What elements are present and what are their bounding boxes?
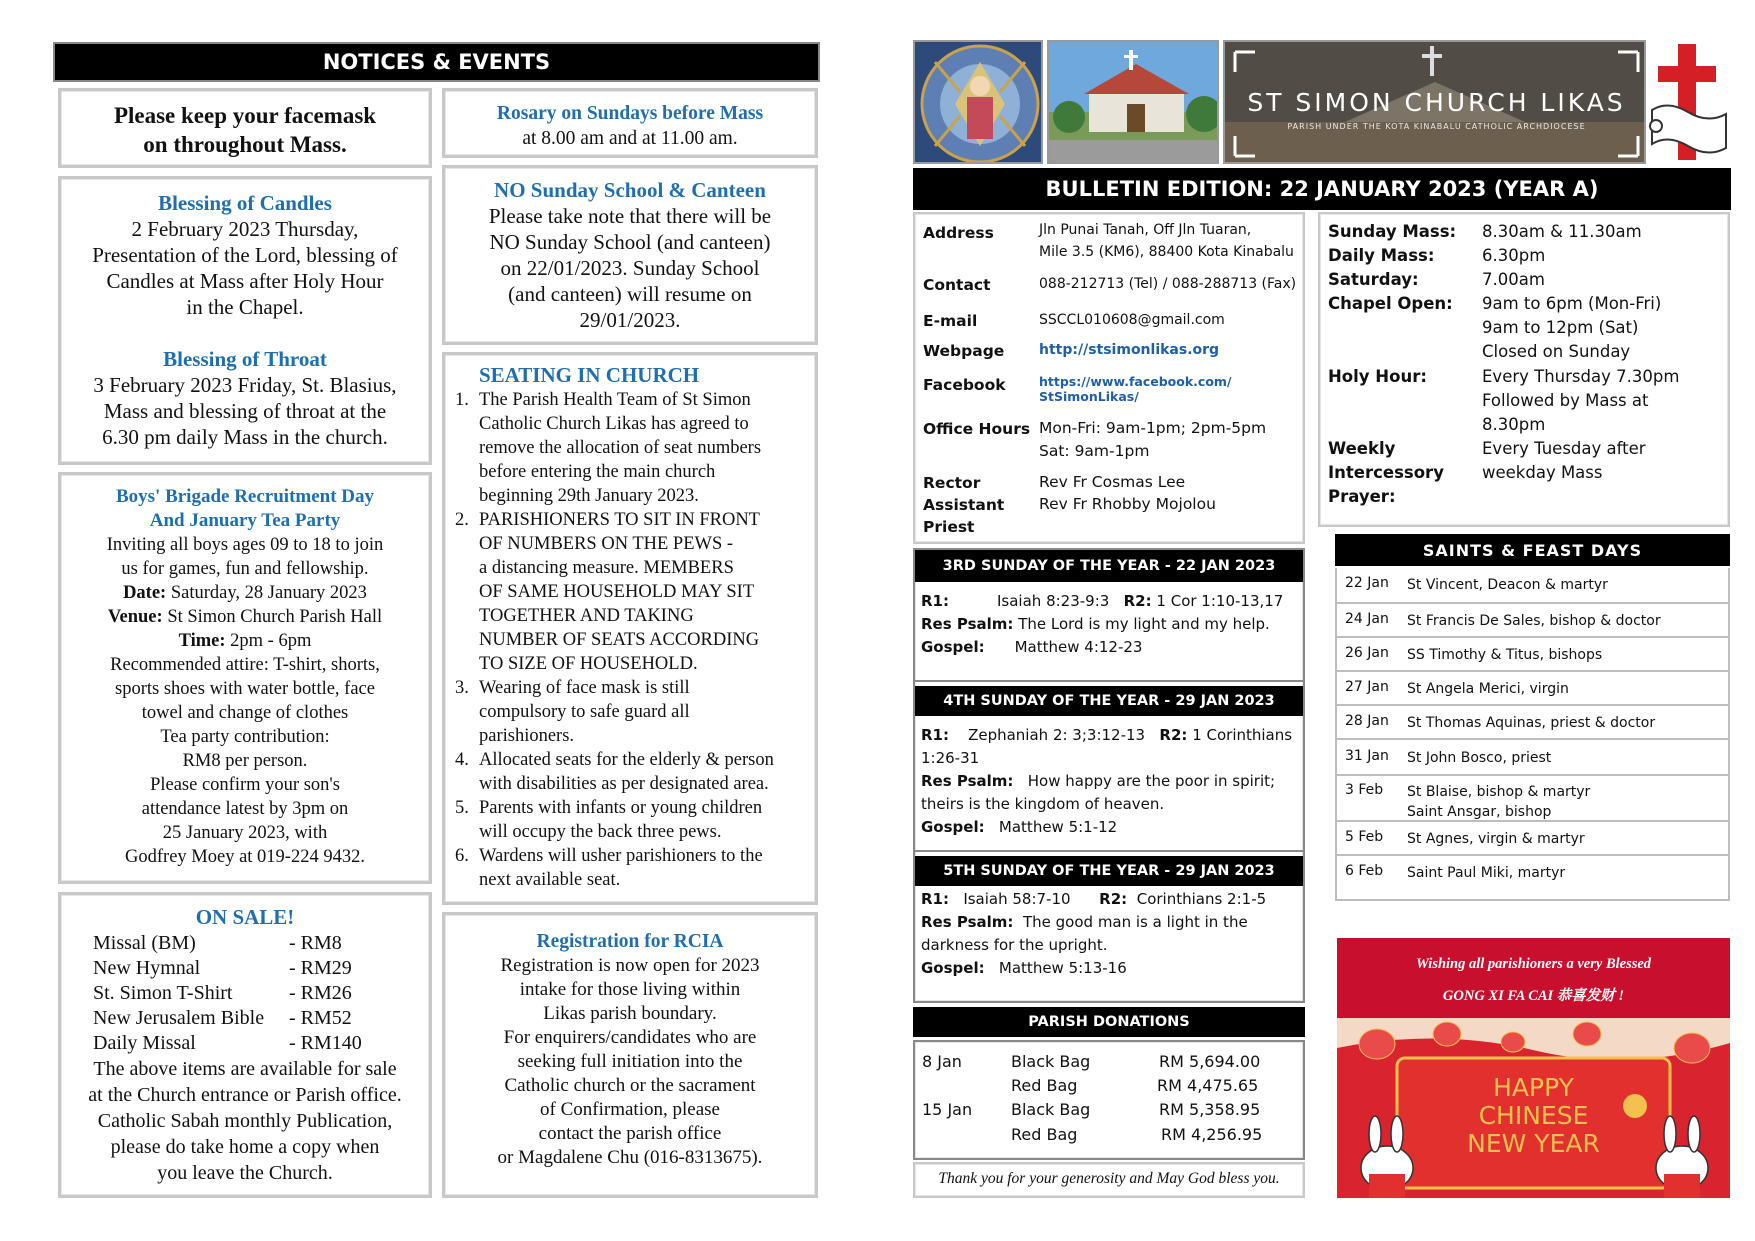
saint-row (1337, 854, 1728, 887)
reading-gospel (921, 816, 1301, 839)
donations-header (913, 1007, 1305, 1037)
gospel-value: Matthew 5:1-12 (998, 818, 1118, 836)
weekly-prayer-label: Prayer: (1328, 487, 1396, 506)
saint-name-line: SS Timothy & Titus, bishops (1407, 647, 1603, 663)
rcia-line: Catholic church or the sacrament (504, 1075, 756, 1096)
rosary-notice (442, 88, 818, 158)
sale-item-name: Missal (BM) (93, 932, 196, 954)
donation-bag: Red Bag (1011, 1076, 1078, 1095)
r2-value: 1 Corinthians (1192, 726, 1293, 744)
seating-item-line: TO SIZE OF HOUSEHOLD. (479, 654, 698, 674)
saint-name-line: St Francis De Sales, bishop & doctor (1407, 613, 1661, 629)
sale-footer: please do take home a copy when (110, 1136, 380, 1158)
cny-wish-1: Wishing all parishioners a very Blessed (1415, 956, 1652, 972)
r2-label: R2: (1099, 890, 1128, 908)
seating-item-line: Wardens will usher parishioners to the (479, 846, 763, 866)
seating-item-line: compulsory to safe guard all (479, 702, 690, 722)
seating-item (455, 508, 809, 676)
sale-item-price: - RM26 (289, 982, 352, 1004)
seating-item-text (479, 508, 760, 676)
donations-header-text: PARISH DONATIONS (1028, 1014, 1190, 1030)
reading-divider (915, 850, 1303, 852)
brigade-line: Please confirm your son's (150, 775, 340, 795)
facemask-notice (58, 88, 432, 168)
reading-psalm (921, 613, 1301, 636)
reading-psalm (921, 911, 1301, 934)
reading-r2-cont: 1:26-31 (921, 749, 980, 767)
gospel-value: Matthew 4:12-23 (1014, 638, 1143, 656)
sunday-school-notice (442, 165, 818, 345)
seating-item-text (479, 796, 762, 844)
reading-header (915, 686, 1303, 716)
mass-schedule (1318, 212, 1730, 527)
reading-r1r2 (921, 590, 1301, 613)
psalm-label: Res Psalm: (921, 615, 1014, 633)
saint-row (1337, 602, 1728, 636)
rcia-line: seeking full initiation into the (517, 1051, 743, 1072)
seating-item-line: remove the allocation of seat numbers (479, 438, 762, 458)
bulletin-edition-bar (913, 168, 1731, 210)
cny-chinese: CHINESE (1478, 1101, 1589, 1130)
gospel-label: Gospel: (921, 818, 985, 836)
sale-item (61, 1006, 429, 1031)
saint-name (1407, 575, 1608, 595)
saint-date: 27 Jan (1345, 679, 1389, 695)
rcia-line: For enquirers/candidates who are (503, 1027, 757, 1048)
seating-item-line: parishioners. (479, 726, 575, 746)
chapel-label: Chapel Open: (1328, 294, 1453, 313)
saint-date: 26 Jan (1345, 645, 1389, 661)
sale-item-name: St. Simon T-Shirt (93, 982, 233, 1004)
holy-hour: Every Thursday 7.30pm (1482, 367, 1680, 386)
seating-title: SEATING IN CHURCH (479, 363, 700, 387)
seating-item-line: The Parish Health Team of St Simon (479, 390, 751, 410)
candles-line: 2 February 2023 Thursday, (131, 217, 359, 241)
address-label: Address (923, 224, 994, 242)
gospel-label: Gospel: (921, 959, 985, 977)
sale-item-price: - RM29 (289, 957, 352, 979)
reading-header (915, 550, 1303, 582)
seating-item (455, 844, 809, 892)
seating-item-number: 4. (455, 750, 469, 770)
cross-logo-art (1648, 40, 1730, 164)
r1-value: Isaiah 8:23-9:3 (997, 592, 1110, 610)
chapel-hours: Closed on Sunday (1482, 342, 1631, 361)
r1-label: R1: (921, 726, 949, 744)
saint-date: 28 Jan (1345, 713, 1389, 729)
sale-item (61, 956, 429, 981)
facebook-link-2: StSimonLikas/ (1039, 389, 1139, 404)
donation-bag: Red Bag (1011, 1125, 1078, 1144)
throat-line: 6.30 pm daily Mass in the church. (102, 425, 388, 449)
sale-item-price: - RM52 (289, 1007, 352, 1029)
brigade-date-label: Date: (123, 583, 167, 603)
church-name-banner (1223, 40, 1646, 164)
psalm-value: The Lord is my light and my help. (1018, 615, 1270, 633)
brigade-line: sports shoes with water bottle, face (115, 679, 375, 699)
weekly-prayer-label: Intercessory (1328, 463, 1444, 482)
saint-name (1407, 611, 1661, 631)
rcia-line: of Confirmation, please (540, 1099, 720, 1120)
saint-date: 5 Feb (1345, 829, 1384, 845)
donation-amount: RM 5,358.95 (1159, 1100, 1261, 1119)
brigade-line: RM8 per person. (182, 751, 308, 771)
bulletin-edition: BULLETIN EDITION: 22 JANUARY 2023 (YEAR A) (1045, 177, 1599, 201)
weekly-prayer: Every Tuesday after (1482, 439, 1646, 458)
holy-hour: Followed by Mass at (1482, 391, 1649, 410)
saturday-label: Saturday: (1328, 270, 1419, 289)
reading-block (921, 724, 1301, 839)
sunday-school-line: NO Sunday School (and canteen) (489, 230, 771, 254)
on-sale-title: ON SALE! (195, 905, 295, 929)
throat-title: Blessing of Throat (163, 347, 327, 371)
sale-item-name: New Jerusalem Bible (93, 1007, 265, 1029)
seating-item-text (479, 748, 774, 796)
saint-name-line: St John Bosco, priest (1407, 750, 1552, 766)
assistant-label-1: Assistant (923, 496, 1005, 514)
saint-name-line: St Agnes, virgin & martyr (1407, 831, 1585, 847)
rcia-notice (442, 912, 818, 1198)
cny-greeting (1337, 938, 1730, 1198)
saint-row (1337, 820, 1728, 854)
saint-name-line: Saint Ansgar, bishop (1407, 804, 1552, 820)
brigade-title-2: And January Tea Party (149, 510, 341, 531)
facebook-link[interactable] (1039, 374, 1232, 404)
throat-line: 3 February 2023 Friday, St. Blasius, (93, 373, 397, 397)
saints-header-text: SAINTS & FEAST DAYS (1422, 540, 1643, 560)
seating-item-line: PARISHIONERS TO SIT IN FRONT (479, 510, 760, 530)
donations-table (913, 1040, 1305, 1160)
saint-name-line: Saint Paul Miki, martyr (1407, 865, 1566, 881)
saints-list (1335, 568, 1730, 901)
seating-item-line: OF SAME HOUSEHOLD MAY SIT (479, 582, 755, 602)
saint-name (1407, 679, 1569, 699)
seating-item-line: will occupy the back three pews. (479, 822, 722, 842)
seating-item-number: 6. (455, 846, 469, 866)
seating-item (455, 796, 809, 844)
r1-value: Isaiah 58:7-10 (963, 890, 1071, 908)
reading-r1r2 (921, 724, 1301, 747)
notices-header-text: NOTICES & EVENTS (322, 50, 551, 74)
rcia-line: contact the parish office (538, 1123, 722, 1144)
sale-item (61, 931, 429, 956)
cny-happy: HAPPY (1493, 1073, 1574, 1102)
r1-label: R1: (921, 592, 949, 610)
r1-value: Zephaniah 2: 3;3:12-13 (968, 726, 1146, 744)
candles-line: in the Chapel. (186, 295, 304, 319)
seating-item-number: 5. (455, 798, 469, 818)
saint-name (1407, 829, 1585, 849)
seating-item (455, 748, 809, 796)
brigade-line: Recommended attire: T-shirt, shorts, (110, 655, 380, 675)
sunday-mass-label: Sunday Mass: (1328, 222, 1457, 241)
seating-item-line: Parents with infants or young children (479, 798, 763, 818)
seating-item-number: 1. (455, 390, 469, 410)
saint-row (1337, 738, 1728, 774)
rector-label: Rector (923, 474, 981, 492)
candles-line: Presentation of the Lord, blessing of (92, 243, 398, 267)
seating-item-text (479, 676, 690, 748)
donation-date: 8 Jan (922, 1052, 962, 1071)
reading-gospel (921, 636, 1301, 659)
sunday-school-line: Please take note that there will be (488, 204, 772, 228)
contact-value: 088-212713 (Tel) / 088-288713 (Fax) (1039, 276, 1297, 292)
church-subtitle: PARISH UNDER THE KOTA KINABALU CATHOLIC ARCHDIOCESE (1287, 122, 1586, 131)
seating-item-line: Allocated seats for the elderly & person (479, 750, 774, 770)
email-value: SSCCL010608@gmail.com (1039, 312, 1225, 328)
rector-value: Rev Fr Cosmas Lee (1039, 473, 1186, 491)
saint-name (1407, 782, 1590, 822)
reading-header-text: 3RD SUNDAY OF THE YEAR - 22 JAN 2023 (942, 558, 1276, 574)
donation-amount: RM 4,475.65 (1157, 1076, 1259, 1095)
office-hours: Sat: 9am-1pm (1039, 442, 1150, 460)
brigade-date (61, 581, 429, 605)
brigade-time (61, 629, 429, 653)
facebook-label: Facebook (923, 376, 1006, 394)
saint-name-line: St Thomas Aquinas, priest & doctor (1407, 715, 1656, 731)
saint-date: 31 Jan (1345, 748, 1389, 764)
saint-row (1337, 670, 1728, 704)
brigade-line: Tea party contribution: (160, 727, 330, 747)
reading-header-text: 4TH SUNDAY OF THE YEAR - 29 JAN 2023 (943, 693, 1275, 709)
r2-label: R2: (1159, 726, 1188, 744)
reading-divider (915, 680, 1303, 682)
address-line: Mile 3.5 (KM6), 88400 Kota Kinabalu (1039, 244, 1294, 260)
candles-line: Candles at Mass after Holy Hour (106, 269, 384, 293)
seating-item (455, 676, 809, 748)
brigade-intro: Inviting all boys ages 09 to 18 to join (106, 535, 384, 555)
weekly-prayer: weekday Mass (1482, 463, 1603, 482)
donation-bag: Black Bag (1011, 1100, 1091, 1119)
brigade-line: towel and change of clothes (141, 703, 349, 723)
r1-label: R1: (921, 890, 949, 908)
chapel-hours: 9am to 12pm (Sat) (1482, 318, 1639, 337)
cny-art (1337, 938, 1730, 1198)
facemask-line-2: on throughout Mass. (143, 132, 347, 157)
rosary-text: at 8.00 am and at 11.00 am. (522, 128, 738, 149)
seating-item-line: next available seat. (479, 870, 621, 890)
rcia-line: or Magdalene Chu (016-8313675). (497, 1147, 763, 1168)
office-hours-label: Office Hours (923, 420, 1031, 438)
sale-item-price: - RM8 (289, 932, 342, 954)
webpage-label: Webpage (923, 342, 1005, 360)
brigade-intro: us for games, fun and fellowship. (121, 559, 369, 579)
email-label: E-mail (923, 312, 978, 330)
church-photo-art (1049, 42, 1219, 164)
sunday-school-line: on 22/01/2023. Sunday School (500, 256, 760, 280)
reading-block (921, 590, 1301, 659)
sale-item-price: - RM140 (289, 1032, 362, 1054)
reading-psalm (921, 770, 1301, 793)
sale-item-name: New Hymnal (93, 957, 201, 979)
reading-psalm-cont: darkness for the upright. (921, 936, 1108, 954)
saint-name-line: St Blaise, bishop & martyr (1407, 784, 1591, 800)
psalm-value: The good man is a light in the (1022, 913, 1248, 931)
church-photo (1047, 40, 1219, 164)
seating-item-line: TOGETHER AND TAKING (479, 606, 694, 626)
seating-item-line: with disabilities as per designated area. (479, 774, 769, 794)
seating-item-text (479, 388, 761, 508)
seating-item-line: NUMBER OF SEATS ACCORDING (479, 630, 760, 650)
saint-date: 22 Jan (1345, 575, 1389, 591)
donation-bag: Black Bag (1011, 1052, 1091, 1071)
donations-thanks (913, 1162, 1305, 1198)
brigade-time-value: 2pm - 6pm (230, 631, 312, 651)
brigade-venue (61, 605, 429, 629)
reading-psalm-cont: theirs is the kingdom of heaven. (921, 795, 1165, 813)
blessings-notice (58, 176, 432, 465)
holy-hour-label: Holy Hour: (1328, 367, 1427, 386)
psalm-value: How happy are the poor in spirit; (1027, 772, 1276, 790)
sunday-school-line: (and canteen) will resume on (508, 282, 752, 306)
saints-header (1335, 534, 1730, 566)
rcia-line: intake for those living within (519, 979, 741, 1000)
donation-date: 15 Jan (922, 1100, 973, 1119)
brigade-title-1: Boys' Brigade Recruitment Day (115, 486, 375, 507)
sale-footer: The above items are available for sale (93, 1058, 397, 1080)
on-sale-notice (58, 892, 432, 1198)
brigade-venue-label: Venue: (107, 607, 163, 627)
reading-header-text: 5TH SUNDAY OF THE YEAR - 29 JAN 2023 (943, 863, 1275, 879)
brigade-line: Godfrey Moey at 019-224 9432. (125, 847, 365, 867)
seating-item-line: Catholic Church Likas has agreed to (479, 414, 749, 434)
sale-item-name: Daily Missal (93, 1032, 196, 1054)
rcia-line: Registration is now open for 2023 (500, 955, 760, 976)
saint-row (1337, 774, 1728, 820)
sale-item (61, 1031, 429, 1056)
address-line: Jln Punai Tanah, Off Jln Tuaran, (1039, 222, 1252, 238)
stained-glass-art (915, 42, 1043, 164)
reading-gospel (921, 957, 1301, 980)
sale-footer: Catholic Sabah monthly Publication, (97, 1110, 393, 1132)
saint-name-line: St Angela Merici, virgin (1407, 681, 1569, 697)
saint-name (1407, 863, 1565, 883)
facemask-line-1: Please keep your facemask (113, 103, 377, 128)
stained-glass-image (913, 40, 1043, 164)
r2-value: 1 Cor 1:10-13,17 (1156, 592, 1284, 610)
gospel-label: Gospel: (921, 638, 985, 656)
saint-name (1407, 713, 1655, 733)
seating-notice (442, 352, 818, 905)
saturday-mass: 7.00am (1482, 270, 1545, 289)
brigade-date-value: Saturday, 28 January 2023 (170, 583, 367, 603)
saint-date: 3 Feb (1345, 782, 1384, 798)
seating-item-line: Wearing of face mask is still (479, 678, 690, 698)
brigade-venue-value: St Simon Church Parish Hall (167, 607, 383, 627)
saint-name (1407, 645, 1602, 665)
rcia-line: Likas parish boundary. (543, 1003, 717, 1024)
saint-date: 6 Feb (1345, 863, 1384, 879)
thanks-text: Thank you for your generosity and May God bless you. (938, 1170, 1280, 1187)
brigade-line: 25 January 2023, with (162, 823, 328, 843)
daily-mass: 6.30pm (1482, 246, 1546, 265)
rcia-title: Registration for RCIA (536, 931, 724, 952)
parish-info (913, 212, 1305, 544)
seating-item-line: a distancing measure. MEMBERS (479, 558, 734, 578)
church-name: ST SIMON CHURCH LIKAS (1247, 88, 1626, 117)
assistant-value: Rev Fr Rhobby Mojolou (1039, 495, 1216, 513)
holy-hour: 8.30pm (1482, 415, 1546, 434)
throat-line: Mass and blessing of throat at the (103, 399, 387, 423)
seating-item-line: before entering the main church (479, 462, 716, 482)
weekly-prayer-label: Weekly (1328, 439, 1396, 458)
seating-item-number: 2. (455, 510, 469, 530)
donation-amount: RM 5,694.00 (1159, 1052, 1261, 1071)
on-sale-list (61, 931, 429, 1056)
cross-scroll-logo (1648, 40, 1730, 164)
facebook-link-1: https://www.facebook.com/ (1039, 374, 1232, 389)
reading-block (921, 888, 1301, 980)
saint-row (1337, 704, 1728, 738)
psalm-label: Res Psalm: (921, 913, 1014, 931)
brigade-line: attendance latest by 3pm on (141, 799, 349, 819)
seating-list (455, 388, 809, 892)
brigade-time-label: Time: (178, 631, 226, 651)
seating-item-line: beginning 29th January 2023. (479, 486, 699, 506)
cny-new-year: NEW YEAR (1467, 1129, 1600, 1158)
saint-name (1407, 748, 1551, 768)
sunday-school-title: NO Sunday School & Canteen (494, 178, 766, 202)
reading-r1r2 (921, 888, 1301, 911)
seating-item (455, 388, 809, 508)
readings-panel (913, 548, 1305, 1003)
assistant-label-2: Priest (923, 518, 975, 536)
candles-title: Blessing of Candles (158, 191, 332, 215)
sunday-school-line: 29/01/2023. (579, 308, 681, 332)
seating-item-text (479, 844, 763, 892)
webpage-link[interactable]: http://stsimonlikas.org (1039, 342, 1220, 358)
rosary-title: Rosary on Sundays before Mass (496, 103, 764, 124)
psalm-label: Res Psalm: (921, 772, 1014, 790)
saint-date: 24 Jan (1345, 611, 1389, 627)
saint-row (1337, 568, 1728, 602)
chapel-hours: 9am to 6pm (Mon-Fri) (1482, 294, 1662, 313)
saint-row (1337, 636, 1728, 670)
seating-item-line: OF NUMBERS ON THE PEWS - (479, 534, 734, 554)
sale-footer: you leave the Church. (157, 1162, 333, 1184)
gospel-value: Matthew 5:13-16 (998, 959, 1127, 977)
notices-header (53, 42, 820, 82)
cny-wish-2: GONG XI FA CAI 恭喜发财 ! (1442, 988, 1625, 1004)
contact-label: Contact (923, 276, 991, 294)
sale-footer: at the Church entrance or Parish office. (88, 1084, 402, 1106)
donation-amount: RM 4,256.95 (1161, 1125, 1263, 1144)
sunday-mass: 8.30am & 11.30am (1482, 222, 1642, 241)
sale-item (61, 981, 429, 1006)
office-hours: Mon-Fri: 9am-1pm; 2pm-5pm (1039, 419, 1267, 437)
seating-item-number: 3. (455, 678, 469, 698)
reading-header (915, 856, 1303, 886)
r2-label: R2: (1123, 592, 1152, 610)
boys-brigade-notice (58, 472, 432, 884)
daily-mass-label: Daily Mass: (1328, 246, 1435, 265)
r2-value: Corinthians 2:1-5 (1136, 890, 1267, 908)
saint-name-line: St Vincent, Deacon & martyr (1407, 577, 1608, 593)
